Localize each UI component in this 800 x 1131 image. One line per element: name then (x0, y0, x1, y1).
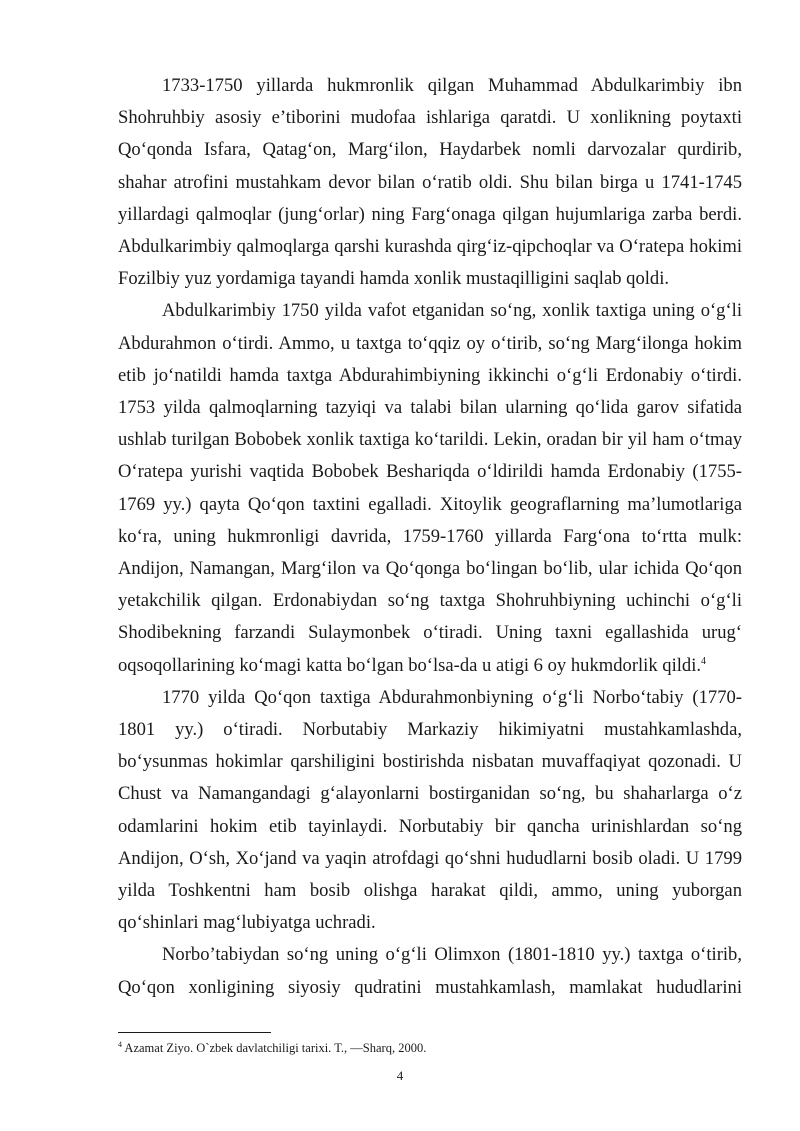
footnote (118, 1040, 742, 1056)
footnote-marker: 4 (118, 1039, 122, 1049)
paragraph-text: 1733-1750 yillarda hukmronlik qilgan Muhammad Abdulkarimbiy ibn Shohruhbiy asosiy e’tiborini mudofaa ishlariga qaratdi. U xonlikning poytaxti Qo‘qonda Isfara, Qatag‘on, Marg‘ilon, Haydarbek nomli darvozalar qurdirib, shahar atrofini mustahkam devor bilan o‘ratib oldi. Shu bilan birga u 1741-1745 yillardagi qalmoqlar (jung‘orlar) ning Farg‘onaga qilgan hujumlariga zarba berdi. Abdulkarimbiy qalmoqlarga qarshi kurashda qirg‘iz-qipchoqlar va O‘ratepa hokimi Fozilbiy yuz yordamiga tayandi hamda xonlik mustaqilligini saqlab qoldi. (118, 75, 742, 290)
footnote-text: Azamat Ziyo. O`zbek davlatchiligi tarixi. T., —Sharq, 2000. (122, 1041, 427, 1055)
footnote-reference[interactable]: 4 (701, 655, 707, 667)
body-text (118, 70, 742, 1004)
paragraph-text: Abdulkarimbiy 1750 yilda vafot etganidan so‘ng, xonlik taxtiga uning o‘g‘li Abdurahmon o‘tirdi. Ammo, u taxtga to‘qqiz oy o‘tirib, so‘ng Marg‘ilonga hokim etib jo‘natildi hamda taxtga Abdurahimbiyning ikkinchi o‘g‘li Erdonabiy o‘tirdi. 1753 yilda qalmoqlarning tazyiqi va talabi bilan ularning qo‘lida garov sifatida ushlab turilgan Bobobek xonlik taxtiga ko‘tarildi. Lekin, oradan bir yil ham o‘tmay O‘ratepa yurishi vaqtida Bobobek Beshariqda o‘ldirildi hamda Erdonabiy (1755-1769 yy.) qayta Qo‘qon taxtini egalladi. Xitoylik geograflarning ma’lumotlariga ko‘ra, uning hukmronligi davrida, 1759-1760 yillarda Farg‘ona to‘rtta mulk: Andijon, Namangan, Marg‘ilon va Qo‘qonga bo‘lingan bo‘lib, ular ichida Qo‘qon yetakchilik qilgan. Erdonabiydan so‘ng taxtga Shohruhbiyning uchinchi o‘g‘li Shodibekning farzandi Sulaymonbek o‘tiradi. Uning taxni egallashida urug‘ oqsoqollarining ko‘magi katta bo‘lgan bo‘lsa-da u atigi 6 oy hukmdorlik qildi. (118, 300, 742, 676)
paragraph-succession-after-1750 (118, 295, 742, 681)
footnote-separator (118, 1032, 271, 1033)
paragraph-text: Norbo’tabiydan so‘ng uning o‘g‘li Olimxon (1801-1810 yy.) taxtga o‘tirib, Qo‘qon xonligining siyosiy qudratini mustahkamlash, mamlakat hududlarini (118, 944, 742, 998)
page-number: 4 (396, 1068, 404, 1083)
paragraph-abdulkarimbiy-reign (118, 70, 742, 295)
paragraph-norbotabiy-reign (118, 682, 742, 940)
paragraph-olimxon-reign (118, 939, 742, 1003)
paragraph-text: 1770 yilda Qo‘qon taxtiga Abdurahmonbiyning o‘g‘li Norbo‘tabiy (1770-1801 yy.) o‘tiradi. Norbutabiy Markaziy hikimiyatni mustahkamlashda, bo‘ysunmas hokimlar qarshiligini bostirishda nisbatan muvaffaqiyat qozonadi. U Chust va Namangandagi g‘alayonlarni bostirganidan so‘ng, bu shaharlarga o‘z odamlarini hokim etib tayinlaydi. Norbutabiy bir qancha urinishlardan so‘ng Andijon, O‘sh, Xo‘jand va yaqin atrofdagi qo‘shni hududlarni bosib oladi. U 1799 yilda Toshkentni ham bosib olishga harakat qildi, ammo, uning yuborgan qo‘shinlari mag‘lubiyatga uchradi. (118, 686, 742, 934)
